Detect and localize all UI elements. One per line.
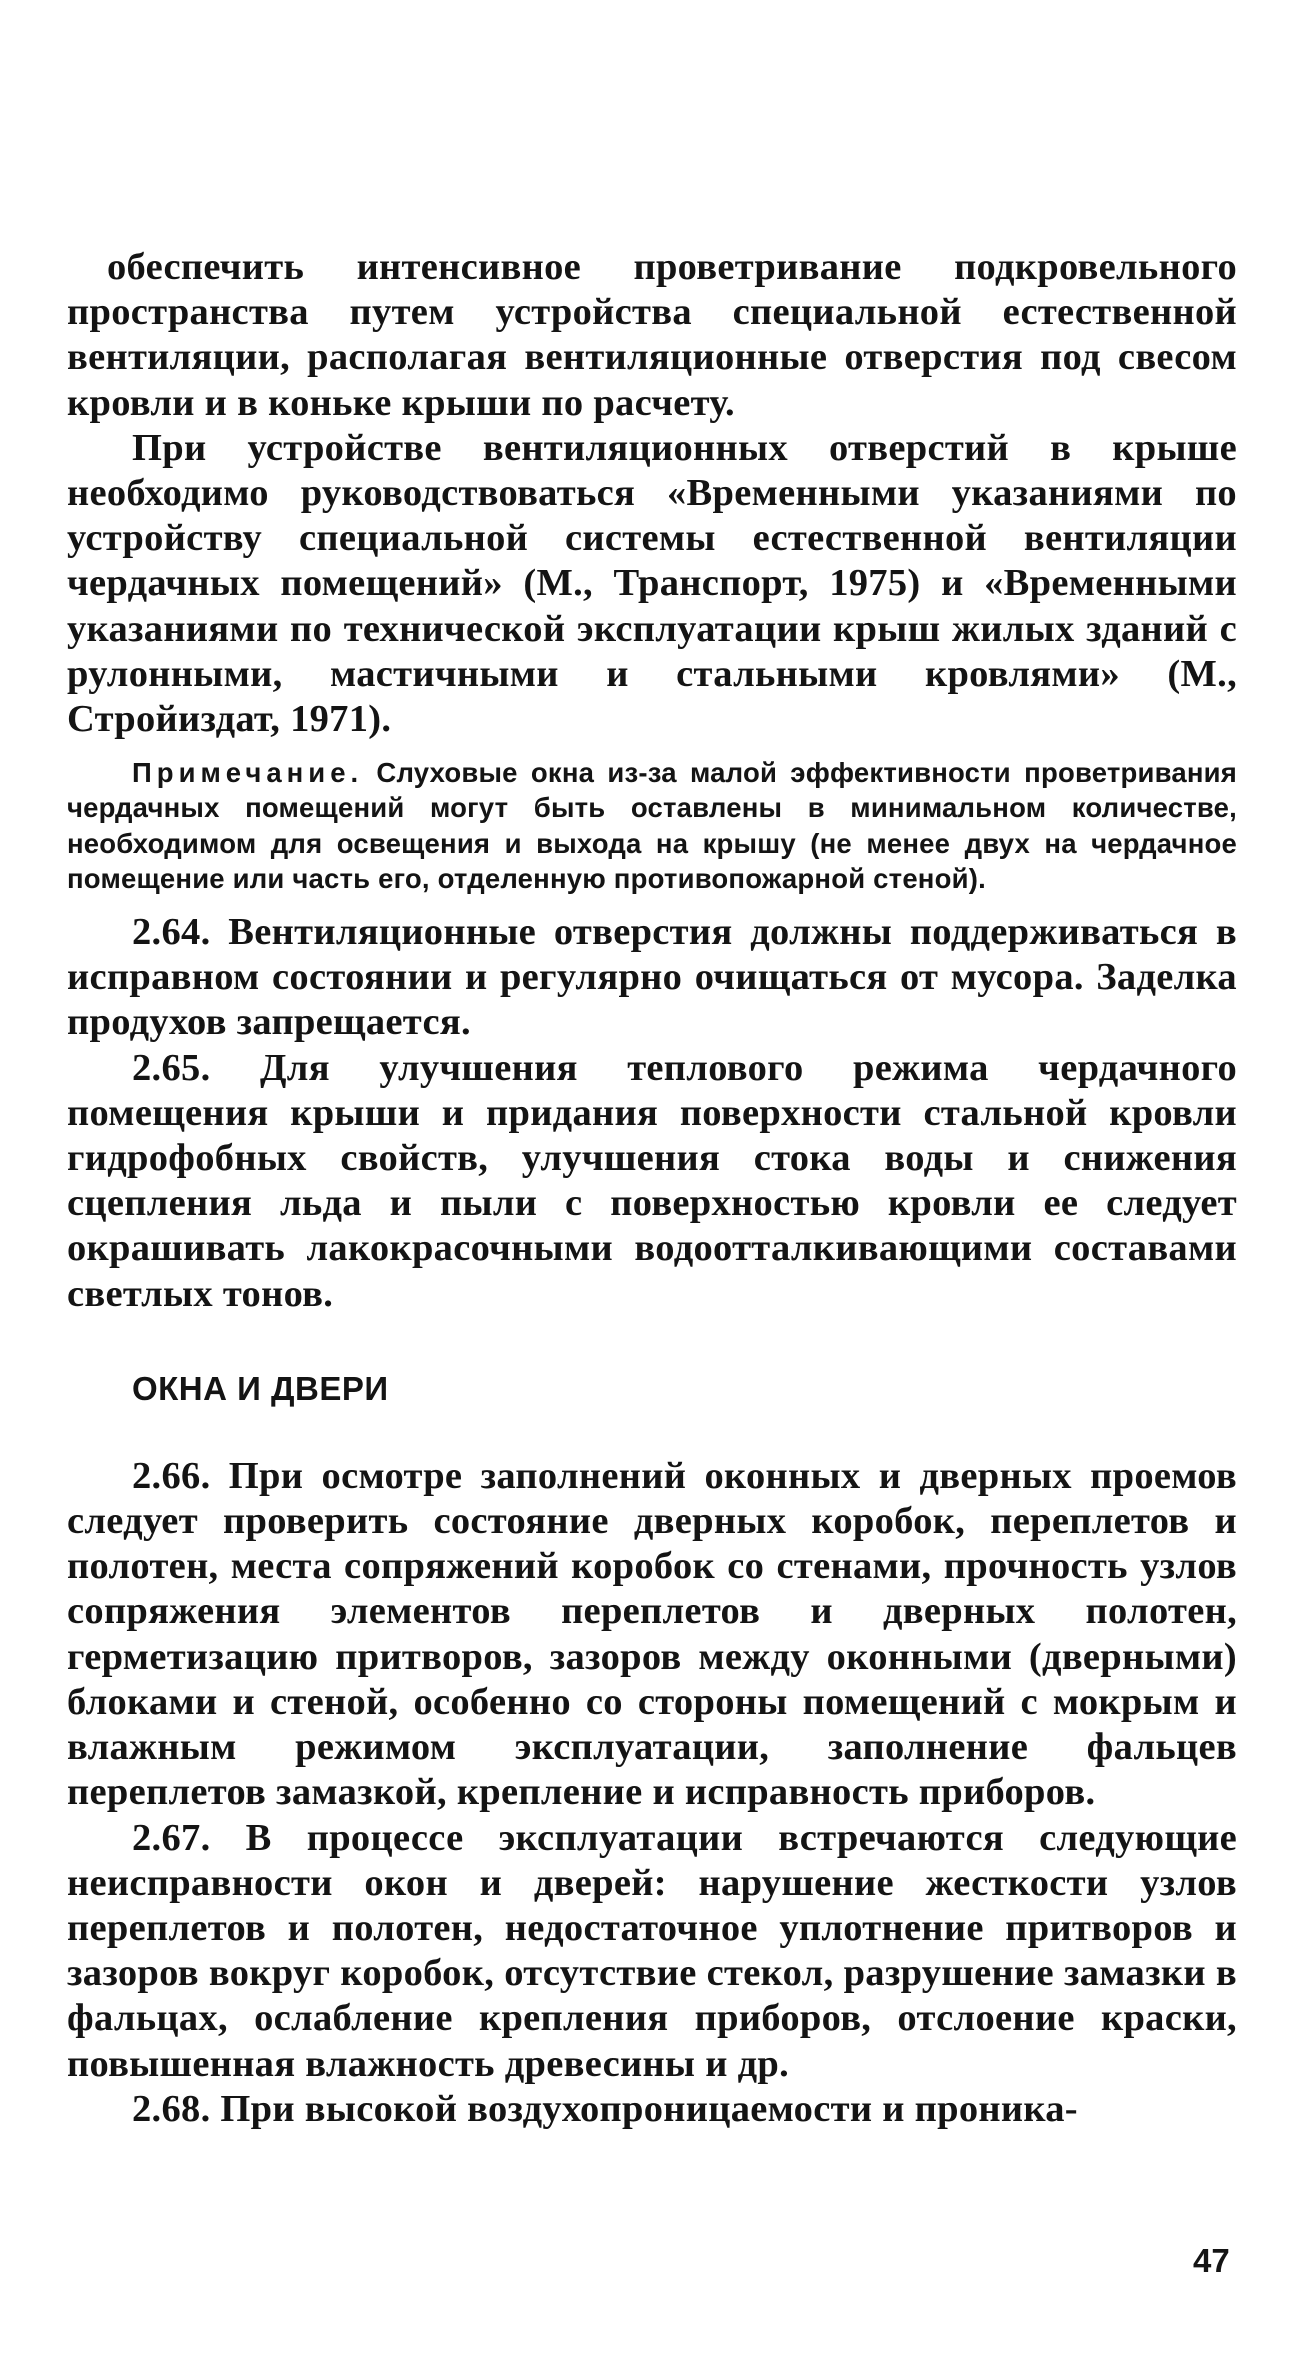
note-label: Примечание. [132, 757, 364, 789]
paragraph-ventilation-continued: обеспечить интенсивное проветривание подкровельного пространства путем устройства специальной естественной вентиляции, располагая вентиляционные отверстия под свесом кровли и в коньке крыши по расчету. [67, 246, 1237, 424]
section-heading: ОКНА И ДВЕРИ [132, 1369, 389, 1407]
page-body [67, 245, 1237, 2132]
paragraph-2-67: 2.67. В процессе эксплуатации встречаются следующие неисправности окон и дверей: нарушение жесткости узлов переплетов и полотен, недостаточное уплотнение притворов и зазоров вокруг коробок, отсутствие стекол, разрушение замазки в фальцах, ослабление крепления приборов, отслоение краски, повышенная влажность древесины и др. [67, 1816, 1237, 2085]
paragraph-ventilation-guidelines: При устройстве вентиляционных отверстий в крыше необходимо руководствоваться «Временными указаниями по устройству специальной системы естественной вентиляции чердачных помещений» (М., Транспорт, 1975) и «Временными указаниями по технической эксплуатации крыш жилых зданий с рулонными, мастичными и стальными кровлями» (М., Стройиздат, 1971). [67, 426, 1237, 741]
paragraph-2-64: 2.64. Вентиляционные отверстия должны поддерживаться в исправном состоянии и регулярно очищаться от мусора. Заделка продухов запрещается. [67, 911, 1237, 1044]
paragraph-2-66: 2.66. При осмотре заполнений оконных и дверных проемов следует проверить состояние дверных коробок, переплетов и полотен, места сопряжений коробок со стенами, прочность узлов сопряжения элементов переплетов и дверных полотен, герметизацию притворов, зазоров между оконными (дверными) блоками и стеной, особенно со стороны помещений с мокрым и влажным режимом эксплуатации, заполнение фальцев переплетов замазкой, крепление и исправность приборов. [67, 1454, 1237, 1814]
page-number: 47 [1193, 2242, 1230, 2279]
paragraph-2-65: 2.65. Для улучшения теплового режима чердачного помещения крыши и придания поверхности стальной кровли гидрофобных свойств, улучшения стока воды и снижения сцепления льда и пыли с поверхностью кровли ее следует окрашивать лакокрасочными водоотталкивающими составами светлых тонов. [67, 1046, 1237, 1315]
paragraph-2-68: 2.68. При высокой воздухопроницаемости и проника- [132, 2087, 1078, 2130]
note-text: Слуховые окна из-за малой эффективности проветривания чердачных помещений могут быть оставлены в минимальном количестве, необходимом для освещения и выхода на крышу (не менее двух на чердачное помещение или часть его, отделенную противопожарной стеной). [67, 757, 1237, 894]
note-block [67, 755, 1237, 896]
